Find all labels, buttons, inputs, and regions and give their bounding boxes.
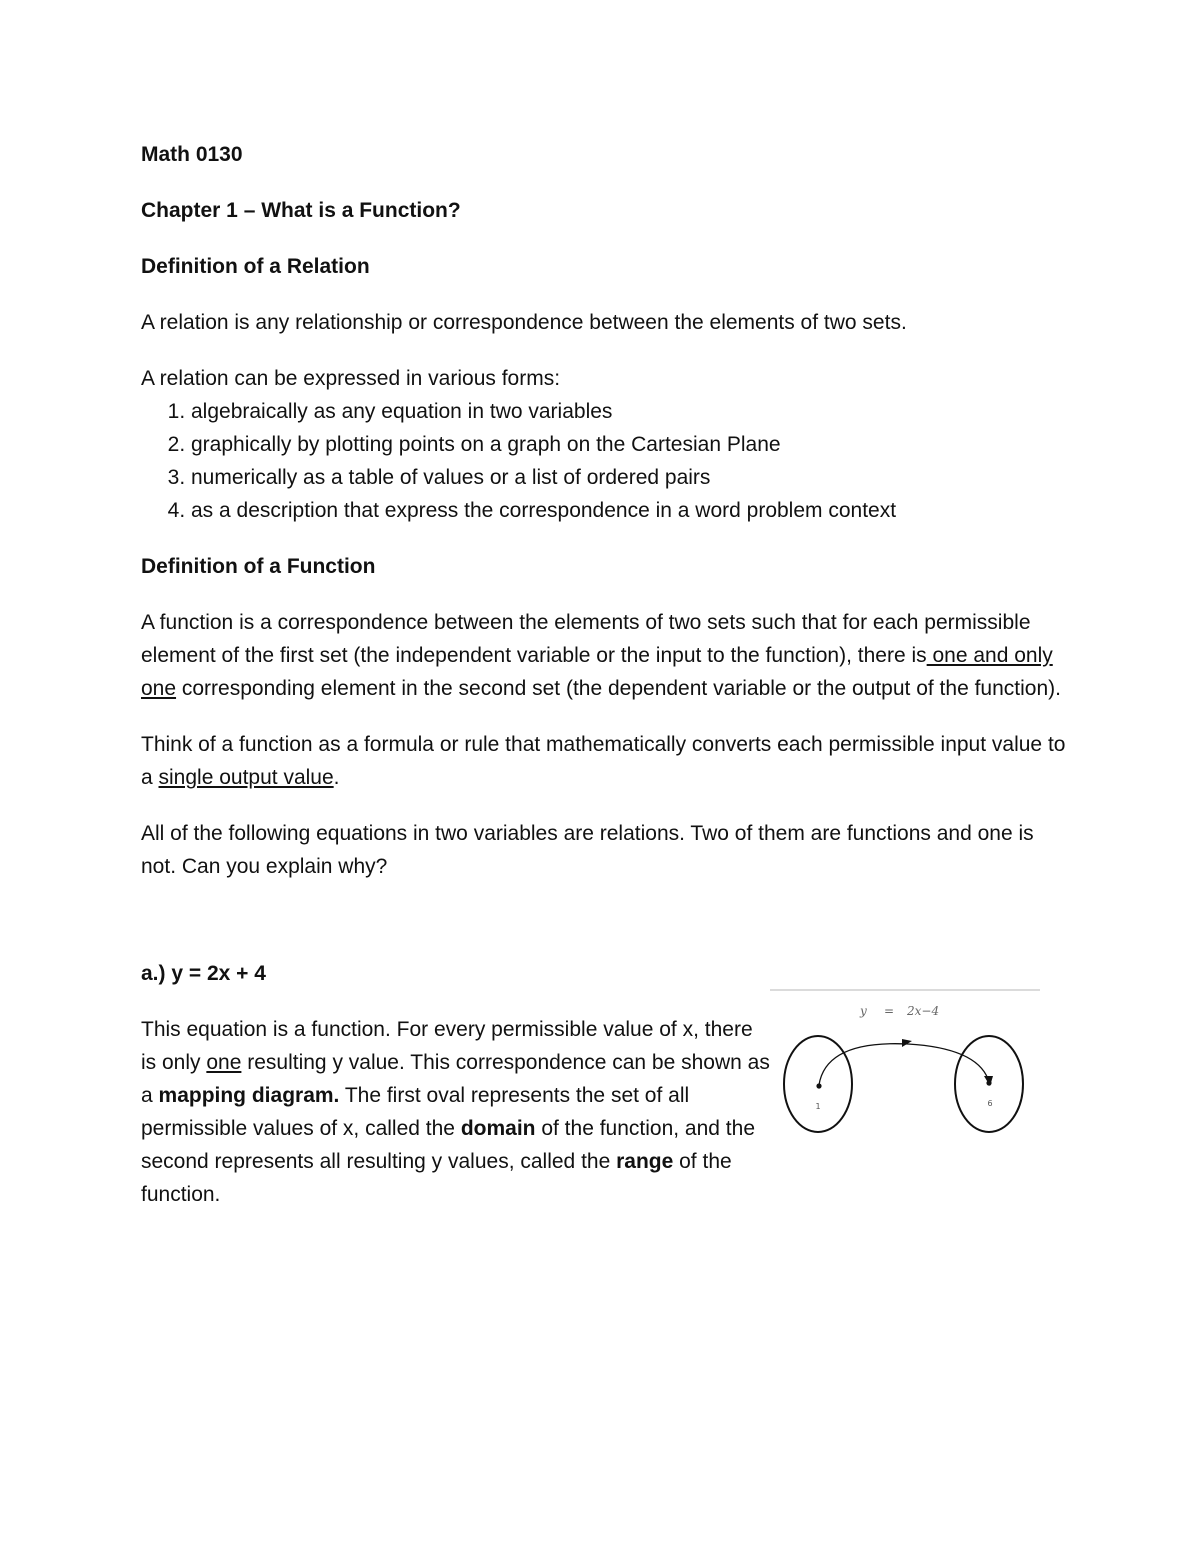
function-definition [141, 606, 1071, 705]
list-item: 3. numerically as a table of values or a list of ordered pairs [191, 461, 1071, 494]
example-a-label: a.) y = 2x + 4 [141, 962, 266, 985]
one-underlined: one [206, 1051, 242, 1074]
explanation-text: of the function, and the second represents all resulting y values, called the [141, 1117, 755, 1173]
equation-rhs: 2x−4 [907, 1004, 940, 1018]
list-item: 1. algebraically as any equation in two variables [191, 395, 1071, 428]
list-item: 2. graphically by plotting points on a graph on the Cartesian Plane [191, 428, 1071, 461]
range-point [986, 1080, 991, 1085]
following-paragraph: All of the following equations in two variables are relations. Two of them are functions and one is not. Can you explain why? [141, 822, 1034, 878]
relation-definition: A relation is any relationship or correspondence between the elements of two sets. [141, 311, 907, 334]
explanation-text: of the function. [141, 1150, 732, 1206]
forms-list [141, 395, 1071, 527]
forms-intro: A relation can be expressed in various forms: [141, 367, 561, 390]
explanation-text: The first oval represents the set of all permissible values of x, called the [141, 1084, 690, 1140]
one-and-only-one: one and only one [141, 644, 1053, 700]
domain-point [816, 1083, 821, 1088]
explanation-text: This equation is a function. For every permissible value of x, there is only [141, 1018, 753, 1074]
equation-y: y [860, 1004, 867, 1018]
think-text: Think of a function as a formula or rule that mathematically converts each permissible input value to a [141, 733, 1066, 789]
document-body [141, 138, 1071, 883]
think-text-end: . [333, 766, 340, 789]
domain-term: domain [460, 1117, 536, 1140]
mapping-diagram [768, 988, 1042, 1138]
mapping-arrow [819, 1044, 988, 1085]
equation-equals: = [884, 1004, 895, 1018]
range-term: range [616, 1150, 674, 1173]
relation-heading: Definition of a Relation [141, 255, 370, 278]
example-a [141, 957, 771, 1211]
function-heading: Definition of a Function [141, 555, 376, 578]
think-paragraph [141, 728, 1071, 794]
course-title: Math 0130 [141, 143, 243, 166]
range-value-label: 6 [987, 1099, 993, 1108]
single-output-value: single output value [158, 766, 334, 789]
mapping-diagram-term: mapping diagram. [158, 1084, 340, 1107]
function-def-text-end: corresponding element in the second set (the dependent variable or the output of the function). [176, 677, 1061, 700]
example-a-explanation [141, 1013, 771, 1211]
domain-value-label: 1 [815, 1102, 821, 1111]
explanation-text: resulting y value. This correspondence can be shown as a [141, 1051, 770, 1107]
chapter-title: Chapter 1 – What is a Function? [141, 199, 461, 222]
function-def-text: A function is a correspondence between the elements of two sets such that for each permissible element of the first set (the independent variable or the input to the function), there is [141, 611, 1031, 667]
list-item: 4. as a description that express the correspondence in a word problem context [191, 494, 1071, 527]
arrow-mid-head [902, 1039, 912, 1047]
